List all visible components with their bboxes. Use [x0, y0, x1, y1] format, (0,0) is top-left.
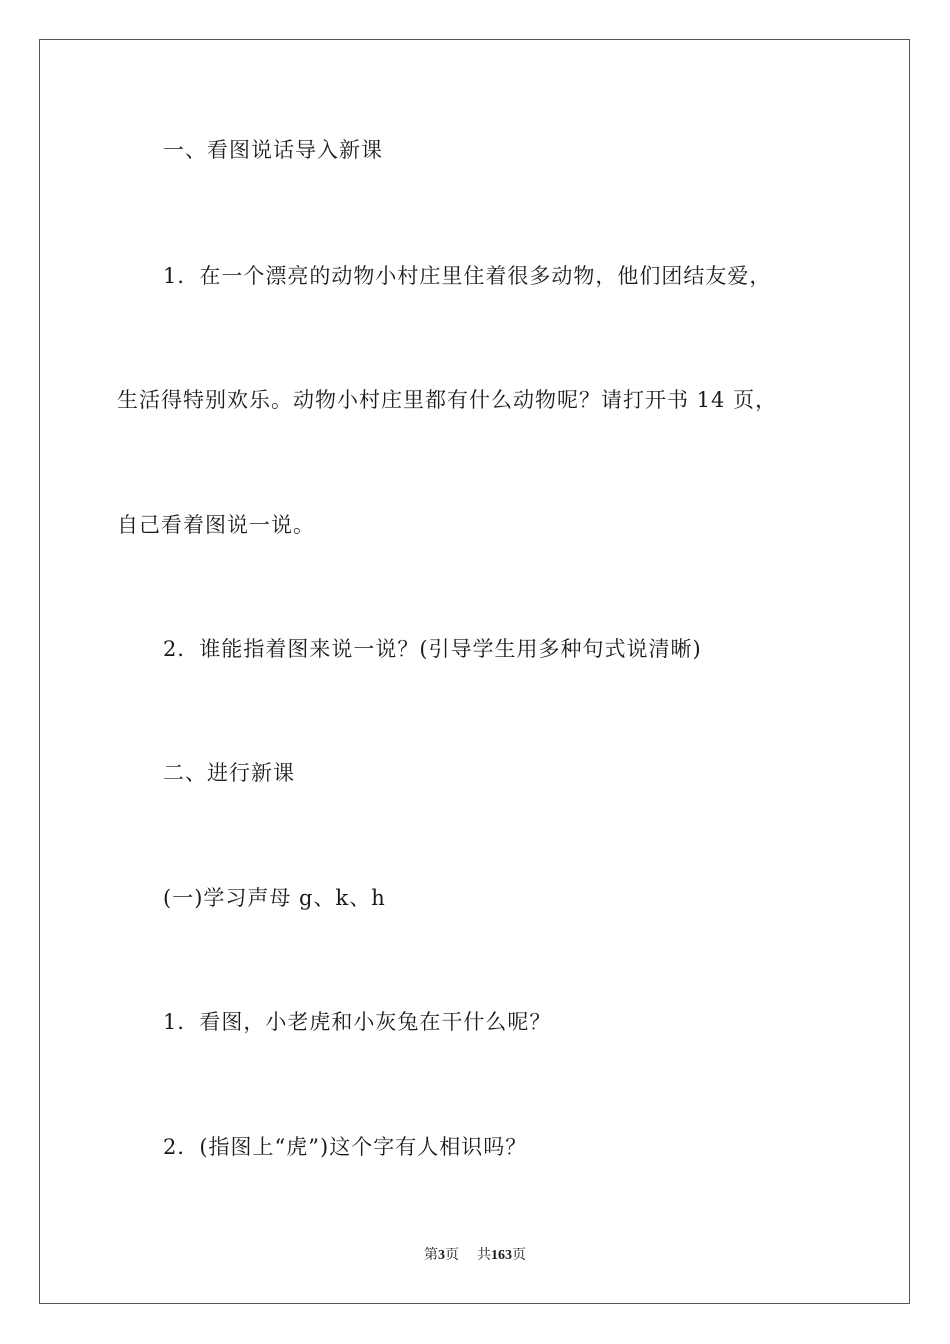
footer-total-suffix: 页	[512, 1248, 526, 1263]
paragraph-line: 自己看着图说一说。	[117, 513, 315, 537]
footer-total-prefix: 共	[477, 1248, 491, 1263]
section-heading-1: 一、看图说话导入新课	[163, 138, 383, 162]
subsection-heading: (一)学习声母 g、k、h	[163, 886, 386, 910]
paragraph-line: 2．(指图上“虎”)这个字有人相识吗？	[163, 1135, 528, 1159]
paragraph-line: 2．谁能指着图来说一说？(引导学生用多种句式说清晰)	[163, 637, 702, 661]
paragraph-line: 生活得特别欢乐。动物小村庄里都有什么动物呢？请打开书 14 页，	[117, 388, 778, 412]
footer-total-pages: 163	[491, 1248, 512, 1263]
paragraph-line: 1．在一个漂亮的动物小村庄里住着很多动物，他们团结友爱，	[163, 264, 772, 288]
page-border	[39, 39, 910, 1304]
page-footer	[0, 1247, 950, 1265]
footer-page-suffix: 页	[445, 1248, 459, 1263]
footer-page-prefix: 第	[424, 1248, 438, 1263]
section-heading-2: 二、进行新课	[163, 761, 295, 785]
footer-page-number: 3	[438, 1248, 445, 1263]
paragraph-line: 1．看图，小老虎和小灰兔在干什么呢？	[163, 1010, 552, 1034]
